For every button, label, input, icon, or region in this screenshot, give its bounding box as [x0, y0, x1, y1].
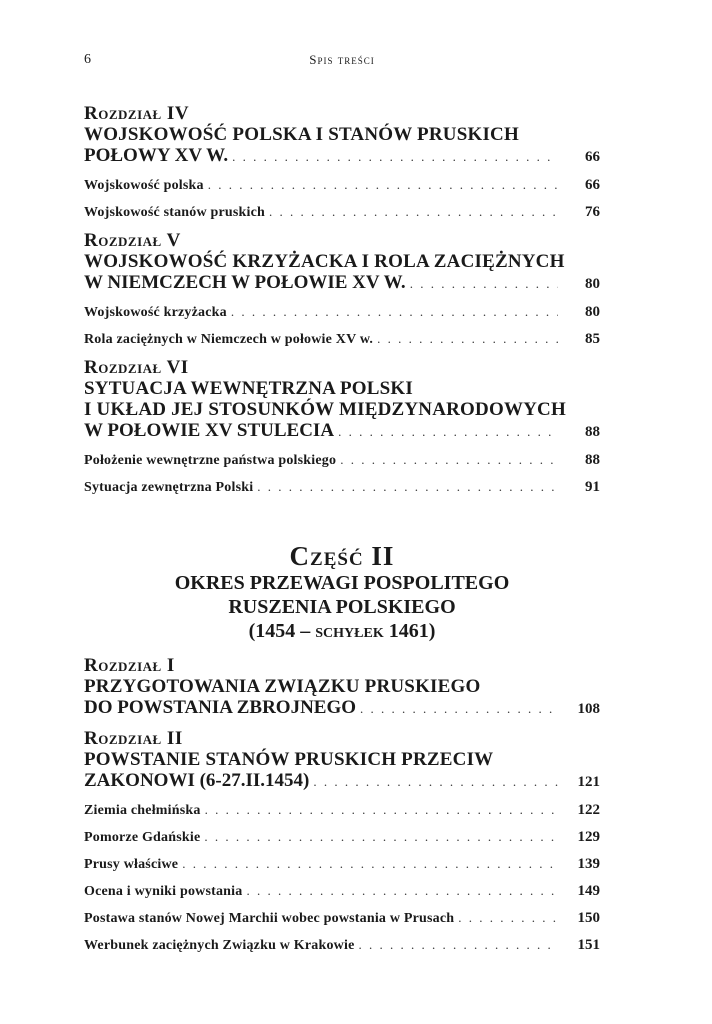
chapter-block: [84, 655, 600, 720]
page-ref: 88: [585, 452, 600, 468]
chapter-title-line: WOJSKOWOŚĆ KRZYŻACKA I ROLA ZACIĘŻNYCH: [84, 251, 565, 272]
chapter-label: Rozdział VI: [84, 357, 189, 378]
chapter-title-entry[interactable]: [84, 420, 600, 443]
part-two-chapters: [84, 655, 600, 955]
toc-entry-title: Postawa stanów Nowej Marchii wobec powstania w Prusach: [84, 911, 455, 926]
toc-entry-title: Sytuacja zewnętrzna Polski: [84, 480, 254, 495]
chapter-label: Rozdział II: [84, 728, 183, 749]
part-dates-open: (1454 –: [248, 620, 316, 642]
dot-leader: [269, 203, 558, 221]
part-heading: [84, 541, 600, 643]
chapter-label: Rozdział V: [84, 230, 181, 251]
page-ref: 91: [585, 479, 600, 495]
chapter-title-last-line: W POŁOWIE XV STULECIA: [84, 420, 335, 441]
page-ref: 121: [577, 774, 600, 790]
toc-entry-title: Ocena i wyniki powstania: [84, 884, 243, 899]
toc-entry-title: Wojskowość stanów pruskich: [84, 205, 266, 220]
part-dates-word: schyłek: [315, 620, 384, 642]
page-ref: 122: [577, 802, 600, 818]
toc-entry[interactable]: [84, 909, 600, 928]
page-ref: 85: [585, 331, 600, 347]
dot-leader: [313, 771, 558, 792]
page-number: 6: [84, 52, 91, 67]
toc-entry[interactable]: [84, 303, 600, 322]
chapter-title-last-line: POŁOWY XV W.: [84, 145, 229, 166]
toc-entry-title: Pomorze Gdańskie: [84, 830, 201, 845]
toc-entry[interactable]: [84, 176, 600, 195]
chapter-title-line: I UKŁAD JEJ STOSUNKÓW MIĘDZYNARODOWYCH: [84, 399, 566, 420]
table-of-contents: [84, 103, 600, 963]
dot-leader: [205, 801, 558, 819]
dot-leader: [204, 828, 558, 846]
dot-leader: [208, 176, 558, 194]
part-title-line: RUSZENIA POLSKIEGO: [228, 596, 456, 618]
page-ref: 80: [585, 276, 600, 292]
page-ref: 66: [585, 177, 600, 193]
toc-entry[interactable]: [84, 330, 600, 349]
dot-leader: [377, 330, 558, 348]
chapter-title-line: PRZYGOTOWANIA ZWIĄZKU PRUSKIEGO: [84, 676, 481, 697]
toc-entry-title: Wojskowość krzyżacka: [84, 305, 227, 320]
page-ref: 150: [577, 910, 600, 926]
chapter-title-entry[interactable]: [84, 697, 600, 720]
toc-entry[interactable]: [84, 855, 600, 874]
chapter-block: [84, 728, 600, 955]
page-ref: 80: [585, 304, 600, 320]
page-ref: 151: [577, 937, 600, 953]
page-ref: 139: [577, 856, 600, 872]
chapter-title-line: POWSTANIE STANÓW PRUSKICH PRZECIW: [84, 749, 494, 770]
dot-leader: [338, 421, 558, 442]
toc-entry-title: Ziemia chełmińska: [84, 803, 201, 818]
toc-entry[interactable]: [84, 801, 600, 820]
toc-entry-title: Prusy właściwe: [84, 857, 179, 872]
page-ref: 129: [577, 829, 600, 845]
chapter-title-entry[interactable]: [84, 770, 600, 793]
chapter-title-line: SYTUACJA WEWNĘTRZNA POLSKI: [84, 378, 413, 399]
chapter-title-last-line: W NIEMCZECH W POŁOWIE XV W.: [84, 272, 406, 293]
dot-leader: [358, 936, 558, 954]
chapter-block: [84, 230, 600, 349]
toc-entry[interactable]: [84, 882, 600, 901]
chapter-block: [84, 103, 600, 222]
running-title: Spis treści: [309, 52, 375, 67]
chapter-label: Rozdział IV: [84, 103, 190, 124]
page-ref: 66: [585, 149, 600, 165]
toc-entry[interactable]: [84, 451, 600, 470]
toc-entry[interactable]: [84, 203, 600, 222]
page-ref: 76: [585, 204, 600, 220]
part-one-chapters: [84, 103, 600, 497]
dot-leader: [458, 909, 558, 927]
part-dates-close: 1461): [383, 620, 436, 642]
chapter-title-last-line: ZAKONOWI (6-27.II.1454): [84, 770, 310, 791]
toc-entry-title: Wojskowość polska: [84, 178, 204, 193]
dot-leader: [231, 303, 558, 321]
page-ref: 149: [577, 883, 600, 899]
chapter-title-entry[interactable]: [84, 272, 600, 295]
chapter-block: [84, 357, 600, 497]
dot-leader: [232, 146, 558, 167]
part-label: Część II: [289, 541, 395, 571]
toc-entry-title: Położenie wewnętrzne państwa polskiego: [84, 453, 337, 468]
toc-entry-title: Rola zaciężnych w Niemczech w połowie XV w.: [84, 332, 374, 347]
part-title-line: OKRES PRZEWAGI POSPOLITEGO: [174, 572, 510, 594]
chapter-title-entry[interactable]: [84, 145, 600, 168]
toc-entry[interactable]: [84, 478, 600, 497]
running-header: [84, 52, 600, 72]
chapter-title-line: WOJSKOWOŚĆ POLSKA I STANÓW PRUSKICH: [84, 124, 519, 145]
chapter-title-last-line: DO POWSTANIA ZBROJNEGO: [84, 697, 357, 718]
toc-entry[interactable]: [84, 936, 600, 955]
page-ref: 88: [585, 424, 600, 440]
toc-entry[interactable]: [84, 828, 600, 847]
page-ref: 108: [577, 701, 600, 717]
part-dates: [84, 619, 600, 643]
toc-entry-title: Werbunek zaciężnych Związku w Krakowie: [84, 938, 355, 953]
dot-leader: [257, 478, 558, 496]
chapter-label: Rozdział I: [84, 655, 175, 676]
dot-leader: [410, 273, 558, 294]
dot-leader: [246, 882, 558, 900]
dot-leader: [182, 855, 558, 873]
dot-leader: [360, 698, 558, 719]
dot-leader: [340, 451, 558, 469]
